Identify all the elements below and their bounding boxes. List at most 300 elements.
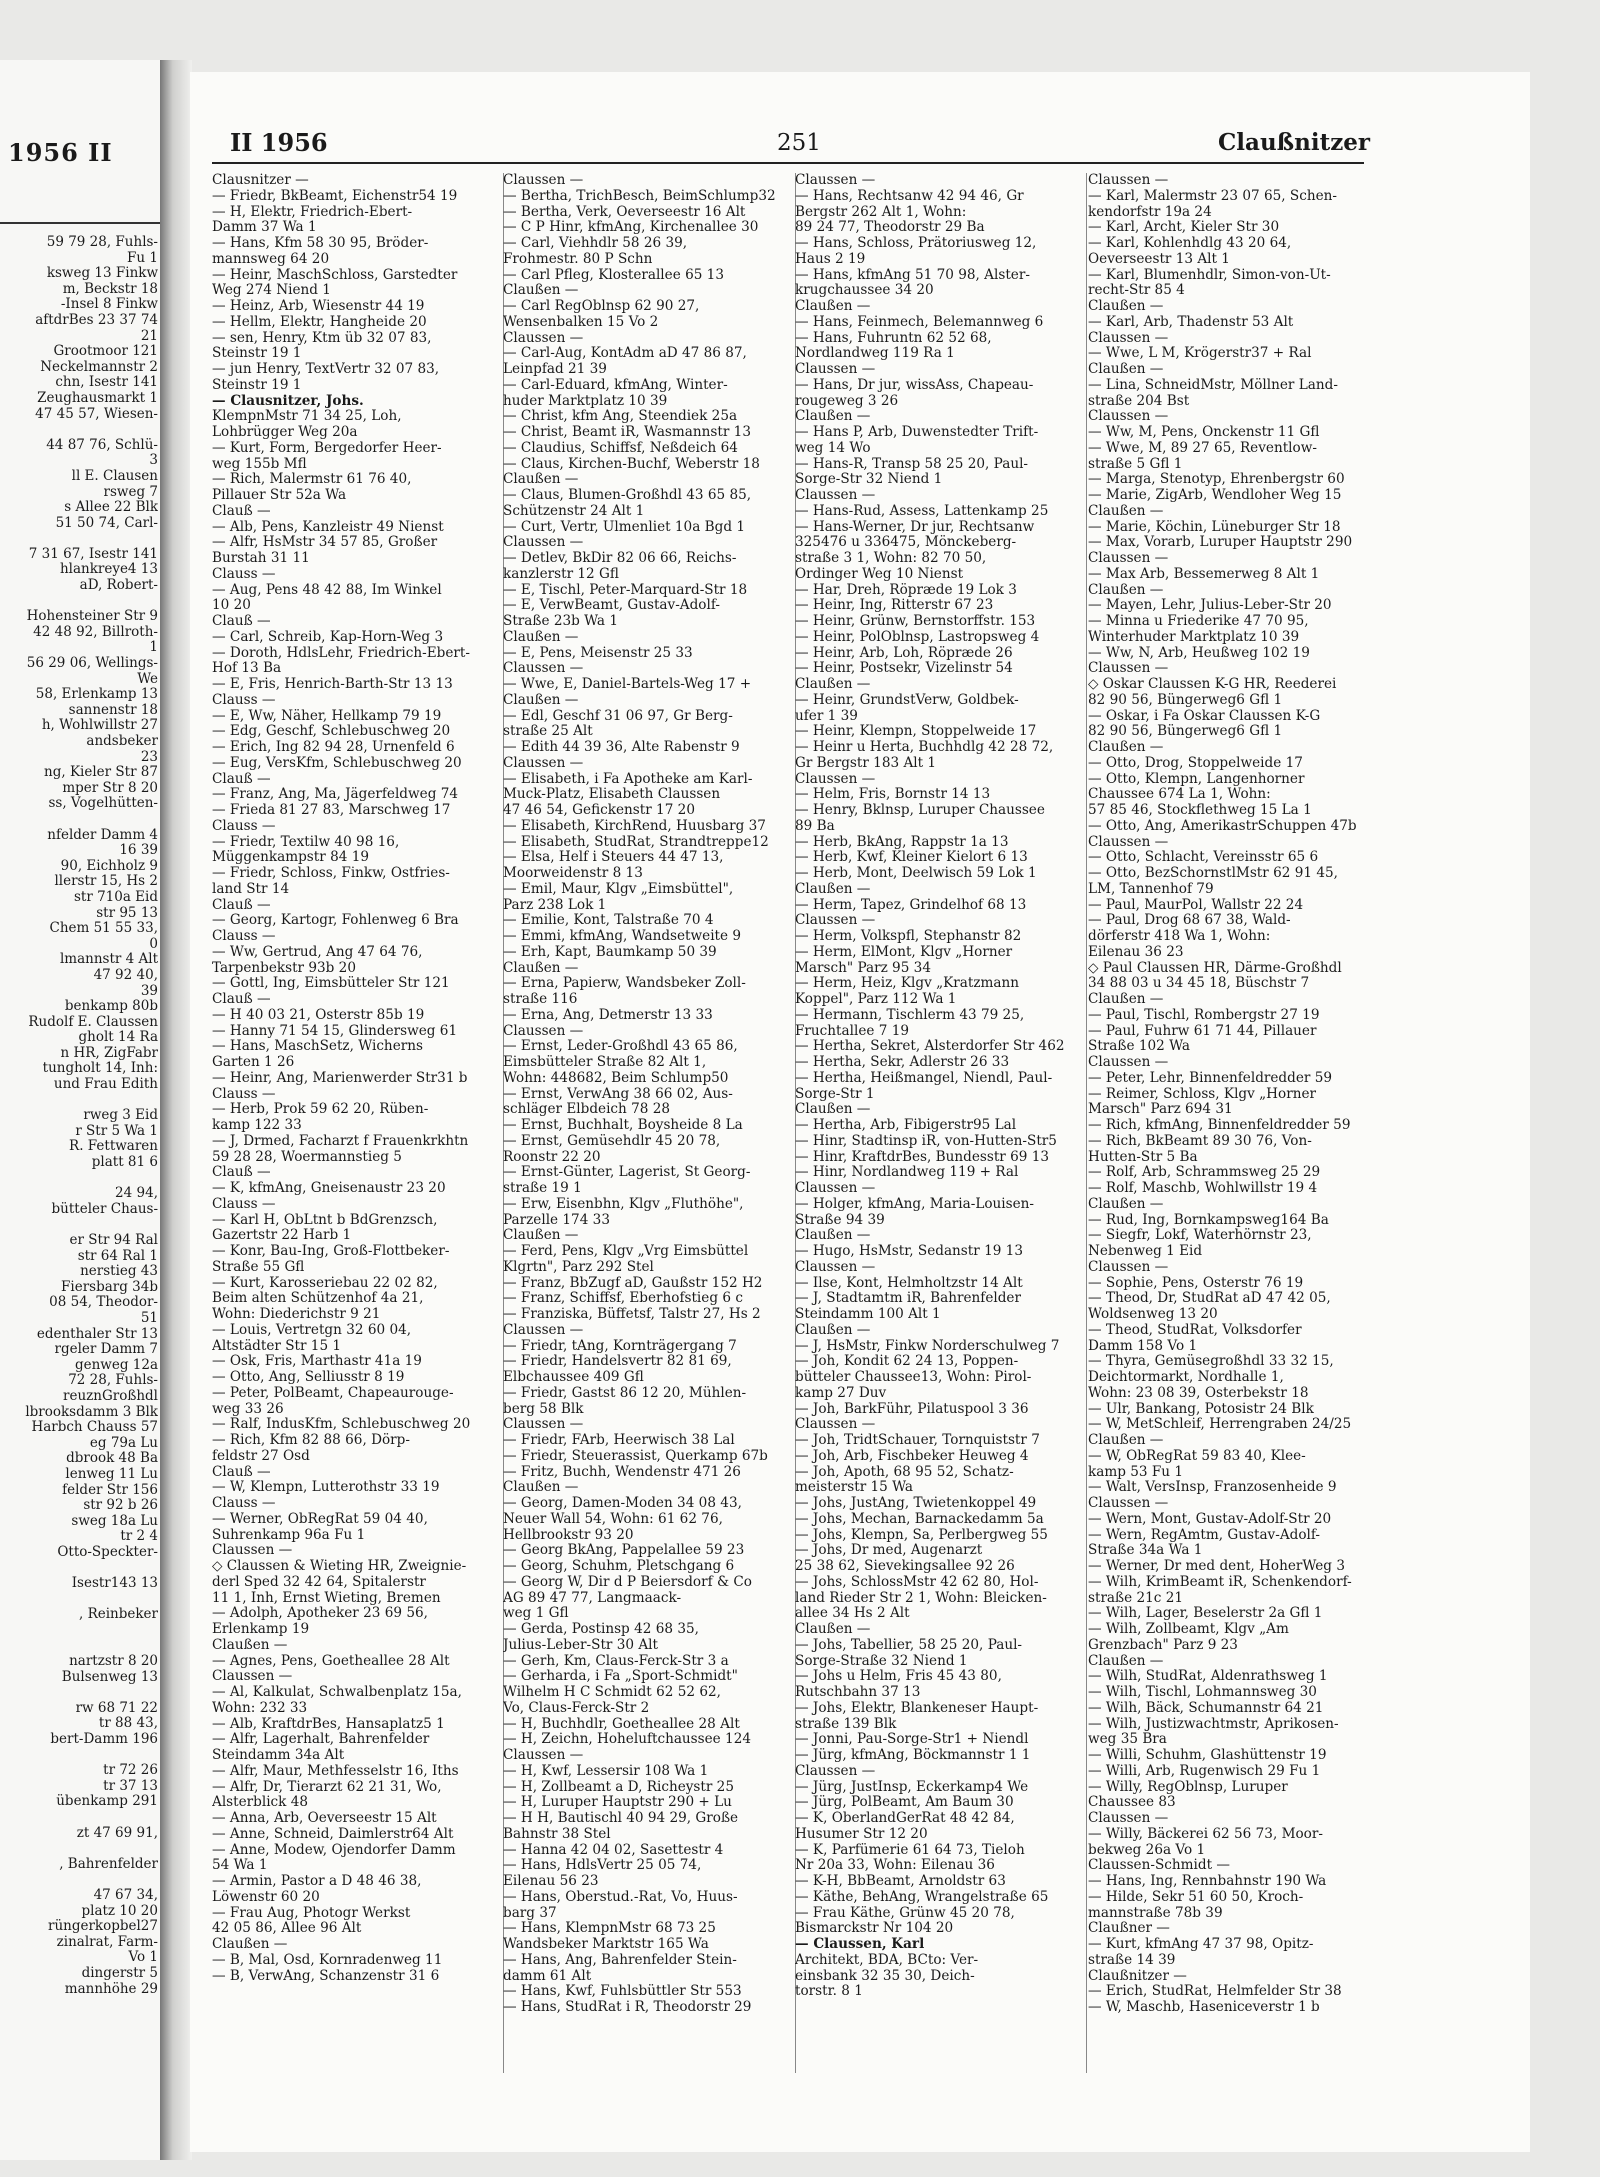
directory-entry-line: — Holger, kfmAng, Maria-Louisen- bbox=[795, 1196, 1035, 1212]
directory-entry-line: Hutten-Str 5 Ba bbox=[1088, 1149, 1198, 1165]
directory-entry-line: — J, Drmed, Facharzt f Frauenkrkhtn bbox=[212, 1133, 469, 1149]
directory-entry-line: — Claussen, Karl bbox=[795, 1937, 925, 1952]
directory-entry-line: Muck-Platz, Elisabeth Claussen bbox=[503, 787, 721, 803]
directory-entry-line: — Otto, Schlacht, Vereinsstr 65 6 bbox=[1088, 850, 1319, 866]
directory-entry-line: Clauß — bbox=[212, 1464, 271, 1480]
directory-entry-line: Wohn: Diederichstr 9 21 bbox=[212, 1307, 381, 1322]
directory-entry-line: Claussen — bbox=[503, 1417, 584, 1433]
directory-entry-line: 57 85 46, Stockflethweg 15 La 1 bbox=[1088, 803, 1312, 818]
directory-entry-line: — Karl, Kohlenhdlg 43 20 64, bbox=[1088, 236, 1292, 251]
left-page-line: dbrook 48 Ba bbox=[66, 1451, 158, 1467]
directory-entry-line: — Wwe, L M, Krögerstr37 + Ral bbox=[1088, 346, 1312, 362]
directory-entry-line: — Herm, ElMont, Klgv „Horner bbox=[795, 944, 1013, 960]
directory-entry-line: Clauß — bbox=[212, 1165, 271, 1181]
header-rule bbox=[212, 162, 1364, 164]
directory-entry-line: Claussen — bbox=[1088, 1055, 1169, 1070]
directory-entry-line: Sorge-Str 1 bbox=[795, 1086, 875, 1102]
directory-entry-line: — Clausnitzer, Johs. bbox=[212, 393, 364, 409]
left-page-line: str 95 13 bbox=[96, 905, 158, 921]
left-page-line bbox=[0, 1093, 158, 1109]
directory-entry-line: Wensenbalken 15 Vo 2 bbox=[503, 314, 659, 330]
left-page-line: übenkamp 291 bbox=[56, 1794, 158, 1810]
directory-entry-line: Claußen — bbox=[503, 472, 579, 488]
directory-entry-line: — Adolph, Apotheker 23 69 56, bbox=[212, 1606, 428, 1622]
left-page-line: edenthaler Str 13 bbox=[36, 1326, 158, 1342]
directory-entry-line: Claussen-Schmidt — bbox=[1088, 1858, 1230, 1874]
directory-entry-line: — Werner, ObRegRat 59 04 40, bbox=[212, 1511, 428, 1527]
left-page-line: rüngerkopbel27 bbox=[47, 1919, 158, 1935]
directory-entry-line: — Willi, Arb, Rugenwisch 29 Fu 1 bbox=[1088, 1763, 1321, 1779]
directory-entry-line: Claußen — bbox=[1088, 740, 1164, 755]
directory-entry-line: — Detlev, BkDir 82 06 66, Reichs- bbox=[503, 551, 737, 566]
directory-entry-line: 11 1, Inh, Ernst Wieting, Bremen bbox=[212, 1590, 441, 1606]
directory-entry-line: Claussen — bbox=[1088, 661, 1169, 677]
directory-entry-line: — Elisabeth, KirchRend, Huusbarg 37 bbox=[503, 818, 766, 834]
left-page-line bbox=[0, 1638, 158, 1654]
left-page-line: h, Wohlwillstr 27 bbox=[41, 718, 158, 734]
directory-entry-line: — Erw, Eisenbhn, Klgv „Fluthöhe", bbox=[503, 1196, 744, 1212]
left-page-line: ksweg 13 Finkw bbox=[46, 266, 158, 282]
left-page-line: 47 92 40, bbox=[93, 967, 158, 983]
directory-entry-line: land Str 14 bbox=[212, 881, 290, 897]
directory-entry-line: weg 155b Mfl bbox=[212, 456, 307, 472]
directory-entry-line: Claußen — bbox=[1088, 1433, 1164, 1448]
left-page-line: benkamp 80b bbox=[64, 999, 158, 1015]
directory-entry-line: — Hans-Werner, Dr jur, Rechtsanw bbox=[795, 519, 1035, 535]
directory-entry-line: — Johs, Elektr, Blankeneser Haupt- bbox=[795, 1700, 1039, 1716]
directory-entry-line: — Friedr, FArb, Heerwisch 38 Lal bbox=[503, 1433, 735, 1448]
directory-entry-line: — Marie, Köchin, Lüneburger Str 18 bbox=[1088, 519, 1341, 535]
left-page-line: 44 87 76, Schlü- bbox=[46, 437, 158, 453]
directory-entry-line: — Hilde, Sekr 51 60 50, Kroch- bbox=[1088, 1889, 1304, 1905]
directory-entry-line: Altstädter Str 15 1 bbox=[212, 1338, 342, 1354]
directory-entry-line: Claussen — bbox=[795, 362, 876, 377]
directory-entry-line: — Theod, StudRat, Volksdorfer bbox=[1088, 1322, 1302, 1338]
left-page-line: ng, Kieler Str 87 bbox=[44, 765, 158, 781]
directory-entry-line: — W, Maschb, Haseniceverstr 1 b bbox=[1088, 2000, 1320, 2015]
directory-entry-line: — Hans, HdlsVertr 25 05 74, bbox=[503, 1858, 702, 1874]
directory-entry-line: — Ilse, Kont, Helmholtzstr 14 Alt bbox=[795, 1275, 1023, 1291]
directory-entry-line: — Wilh, StudRat, Aldenrathsweg 1 bbox=[1088, 1669, 1328, 1685]
directory-entry-line: — E, VerwBeamt, Gustav-Adolf- bbox=[503, 598, 720, 614]
directory-entry-line: Lohbrügger Weg 20a bbox=[212, 425, 358, 440]
left-page-line bbox=[0, 1592, 158, 1608]
directory-entry-line: — Doroth, HdlsLehr, Friedrich-Ebert- bbox=[212, 645, 470, 661]
directory-entry-line: bütteler Chaussee13, Wohn: Pirol- bbox=[795, 1370, 1032, 1385]
directory-entry-line: — Friedr, Gastst 86 12 20, Mühlen- bbox=[503, 1385, 747, 1401]
directory-entry-line: Claussen — bbox=[1088, 409, 1169, 425]
directory-entry-line: — Alb, Pens, Kanzleistr 49 Nienst bbox=[212, 519, 444, 535]
left-page-line: rgeler Damm 7 bbox=[54, 1342, 158, 1358]
directory-entry-line: — Peter, Lehr, Binnenfeldredder 59 bbox=[1088, 1070, 1333, 1086]
directory-entry-line: — Jürg, kfmAng, Böckmannstr 1 1 bbox=[795, 1748, 1031, 1763]
directory-entry-line: Sorge-Str 32 Niend 1 bbox=[795, 472, 943, 488]
left-page-line bbox=[0, 1872, 158, 1888]
directory-entry-line: — Walt, VersInsp, Franzosenheide 9 bbox=[1088, 1480, 1337, 1496]
left-page-line: str 64 Ral 1 bbox=[77, 1248, 158, 1264]
directory-entry-line: straße 19 1 bbox=[503, 1181, 582, 1196]
directory-column-4 bbox=[1088, 173, 1376, 2016]
left-page-line: Otto-Speckter- bbox=[57, 1544, 158, 1560]
left-page-line: 42 48 92, Billroth- bbox=[33, 624, 158, 640]
directory-entry-line: Claussen — bbox=[795, 913, 876, 929]
left-page-line: 56 29 06, Wellings- bbox=[26, 656, 158, 672]
directory-entry-line: — Helm, Fris, Bornstr 14 13 bbox=[795, 787, 991, 803]
directory-entry-line: — Johs, Tabellier, 58 25 20, Paul- bbox=[795, 1637, 1023, 1653]
left-page-line: , Reinbeker bbox=[78, 1607, 158, 1623]
directory-entry-line: Beim alten Schützenhof 4a 21, bbox=[212, 1291, 424, 1307]
directory-entry-line: — Carl-Eduard, kfmAng, Winter- bbox=[503, 377, 728, 393]
directory-entry-line: Clauss — bbox=[212, 1496, 276, 1511]
directory-entry-line: — Hans, KlempnMstr 68 73 25 bbox=[503, 1921, 716, 1937]
directory-entry-line: — Herb, Mont, Deelwisch 59 Lok 1 bbox=[795, 866, 1037, 881]
directory-entry-line: — Alfr, Lagerhalt, Bahrenfelder bbox=[212, 1732, 430, 1748]
directory-entry-line: — Louis, Vertretgn 32 60 04, bbox=[212, 1322, 412, 1338]
directory-entry-line: Steinstr 19 1 bbox=[212, 346, 302, 362]
directory-entry-line: straße 204 Bst bbox=[1088, 393, 1190, 409]
directory-entry-line: damm 61 Alt bbox=[503, 1968, 592, 1984]
directory-entry-line: — Otto, BezSchornstlMstr 62 91 45, bbox=[1088, 866, 1338, 881]
directory-entry-line: — Heinr, Ing, Ritterstr 67 23 bbox=[795, 598, 994, 614]
directory-entry-line: — sen, Henry, Ktm üb 32 07 83, bbox=[212, 330, 432, 346]
left-page-line: s Allee 22 Blk bbox=[64, 500, 158, 516]
directory-entry-line: Bahnstr 38 Stel bbox=[503, 1826, 611, 1842]
directory-entry-line: — Konr, Bau-Ing, Groß-Flottbeker- bbox=[212, 1244, 450, 1259]
directory-entry-line: — Minna u Friederike 47 70 95, bbox=[1088, 614, 1309, 629]
directory-entry-line: straße 14 39 bbox=[1088, 1952, 1176, 1968]
left-page-header: 1956 II bbox=[8, 138, 113, 167]
directory-entry-line: kamp 27 Duv bbox=[795, 1385, 887, 1401]
directory-entry-line: 10 20 bbox=[212, 598, 251, 614]
directory-entry-line: — Christ, Beamt iR, Wasmannstr 13 bbox=[503, 425, 751, 440]
directory-entry-line: — Oskar, i Fa Oskar Claussen K-G bbox=[1088, 708, 1321, 724]
left-page-line: er Str 94 Ral bbox=[69, 1233, 158, 1248]
directory-entry-line: Straße 55 Gfl bbox=[212, 1259, 305, 1275]
directory-entry-line: 42 05 86, Allee 96 Alt bbox=[212, 1921, 362, 1937]
left-page-line: n HR, ZigFabr bbox=[60, 1045, 158, 1061]
directory-column-2 bbox=[503, 173, 791, 2016]
directory-entry-line: Damm 37 Wa 1 bbox=[212, 220, 317, 236]
left-page-line: nerstieg 43 bbox=[80, 1264, 158, 1280]
directory-entry-line: — E, Tischl, Peter-Marquard-Str 18 bbox=[503, 582, 748, 598]
directory-entry-line: schläger Elbdeich 78 28 bbox=[503, 1102, 671, 1118]
directory-entry-line: Claußen — bbox=[212, 1937, 288, 1952]
directory-entry-line: Claußen — bbox=[795, 1102, 871, 1118]
left-page-line: 3 bbox=[149, 453, 158, 469]
left-page-line bbox=[0, 1217, 158, 1233]
directory-entry-line: Clausnitzer — bbox=[212, 173, 309, 188]
directory-entry-line: — Wilh, Lager, Beselerstr 2a Gfl 1 bbox=[1088, 1606, 1323, 1622]
directory-entry-line: — Hans, Kwf, Fuhlsbüttler Str 553 bbox=[503, 1984, 742, 2000]
directory-entry-line: — Franz, Schiffsf, Eberhofstieg 6 c bbox=[503, 1291, 743, 1307]
left-page-line: We bbox=[137, 671, 158, 687]
directory-entry-line: — Claus, Kirchen-Buchf, Weberstr 18 bbox=[503, 456, 760, 472]
directory-entry-line: kanzlerstr 12 Gfl bbox=[503, 566, 619, 582]
directory-entry-line: Clauß — bbox=[212, 503, 271, 519]
directory-entry-line: Clauss — bbox=[212, 566, 276, 582]
directory-entry-line: — Frau Aug, Photogr Werkst bbox=[212, 1905, 411, 1921]
directory-entry-line: Chaussee 83 bbox=[1088, 1795, 1176, 1811]
directory-entry-line: — Christ, kfm Ang, Steendiek 25a bbox=[503, 409, 738, 425]
directory-entry-line: Claußen — bbox=[503, 1480, 579, 1496]
directory-entry-line: — Gerh, Km, Claus-Ferck-Str 3 a bbox=[503, 1653, 729, 1669]
left-page-line: 58, Erlenkamp 13 bbox=[35, 687, 158, 703]
directory-entry-line: — Erich, StudRat, Helmfelder Str 38 bbox=[1088, 1984, 1342, 2000]
directory-entry-line: Claußner — bbox=[1088, 1921, 1170, 1937]
left-page-line: 59 79 28, Fuhls- bbox=[46, 235, 158, 250]
directory-entry-line: — Werner, Dr med dent, HoherWeg 3 bbox=[1088, 1559, 1345, 1574]
directory-entry-line: — Hans-Rud, Assess, Lattenkamp 25 bbox=[795, 503, 1049, 519]
directory-entry-line: LM, Tannenhof 79 bbox=[1088, 881, 1214, 897]
directory-entry-line: Claußen — bbox=[1088, 582, 1164, 598]
directory-entry-line: rougeweg 3 26 bbox=[795, 393, 899, 409]
directory-entry-line: Weg 274 Niend 1 bbox=[212, 283, 331, 299]
directory-entry-line: — Heinr, PolOblnsp, Lastropsweg 4 bbox=[795, 629, 1040, 645]
directory-entry-line: — Joh, Apoth, 68 95 52, Schatz- bbox=[795, 1464, 1014, 1480]
directory-entry-line: — Heinr, Klempn, Stoppelweide 17 bbox=[795, 724, 1037, 740]
directory-entry-line: — Rud, Ing, Bornkampsweg164 Ba bbox=[1088, 1212, 1329, 1228]
directory-entry-line: — Wwe, M, 89 27 65, Reventlow- bbox=[1088, 440, 1317, 456]
directory-entry-line: — Johs, Klempn, Sa, Perlbergweg 55 bbox=[795, 1527, 1048, 1543]
directory-entry-line: — Herm, Heiz, Klgv „Kratzmann bbox=[795, 976, 1020, 992]
directory-entry-line: — Friedr, Steuerassist, Querkamp 67b bbox=[503, 1448, 768, 1464]
directory-entry-line: 325476 u 336475, Mönckeberg- bbox=[795, 535, 1017, 551]
left-page-line: llerstr 15, Hs 2 bbox=[54, 874, 158, 890]
directory-entry-line: — K, OberlandGerRat 48 42 84, bbox=[795, 1811, 1015, 1826]
directory-entry-line: — Hanny 71 54 15, Glindersweg 61 bbox=[212, 1023, 458, 1039]
directory-entry-line: Clauss — bbox=[212, 929, 276, 944]
directory-entry-line: — W, ObRegRat 59 83 40, Klee- bbox=[1088, 1448, 1306, 1464]
directory-entry-line: Roonstr 22 20 bbox=[503, 1149, 601, 1165]
directory-entry-line: Gazertstr 22 Harb 1 bbox=[212, 1228, 352, 1244]
directory-entry-line: — Elsa, Helf i Steuers 44 47 13, bbox=[503, 850, 724, 866]
page-number: 251 bbox=[777, 130, 821, 156]
left-page-line: rweg 3 Eid bbox=[83, 1108, 158, 1124]
directory-entry-line: — Hinr, KraftdrBes, Bundesstr 69 13 bbox=[795, 1149, 1050, 1165]
directory-entry-line: — Ralf, IndusKfm, Schlebuschweg 20 bbox=[212, 1417, 471, 1433]
directory-entry-line: — Georg, Kartogr, Fohlenweg 6 Bra bbox=[212, 913, 459, 929]
directory-entry-line: — Carl Pfleg, Klosterallee 65 13 bbox=[503, 267, 724, 283]
directory-entry-line: — Alfr, Maur, Methfesselstr 16, Iths bbox=[212, 1763, 459, 1779]
directory-entry-line: Claussen — bbox=[503, 535, 584, 551]
directory-entry-line: Fruchtallee 7 19 bbox=[795, 1023, 909, 1039]
directory-entry-line: — Hertha, Heißmangel, Niendl, Paul- bbox=[795, 1070, 1053, 1086]
directory-entry-line: — Hans, Rechtsanw 42 94 46, Gr bbox=[795, 188, 1024, 204]
left-page-line bbox=[0, 1841, 158, 1857]
directory-entry-line: barg 37 bbox=[503, 1905, 557, 1921]
directory-entry-line: — H, Buchhdlr, Goetheallee 28 Alt bbox=[503, 1716, 740, 1732]
directory-entry-line: Marsch" Parz 694 31 bbox=[1088, 1102, 1233, 1118]
directory-entry-line: 47 46 54, Gefickenstr 17 20 bbox=[503, 803, 695, 818]
directory-entry-line: Wandsbeker Marktstr 165 Wa bbox=[503, 1937, 709, 1952]
directory-entry-line: — Karl H, ObLtnt b BdGrenzsch, bbox=[212, 1212, 438, 1228]
left-page bbox=[0, 60, 162, 2160]
left-page-line: 1 bbox=[149, 640, 158, 656]
directory-entry-line: — Armin, Pastor a D 48 46 38, bbox=[212, 1874, 422, 1889]
left-page-line: und Frau Edith bbox=[53, 1077, 158, 1093]
directory-entry-line: — Theod, Dr, StudRat aD 47 42 05, bbox=[1088, 1291, 1331, 1307]
directory-entry-line: Nebenweg 1 Eid bbox=[1088, 1244, 1203, 1259]
directory-entry-line: — Anne, Modew, Ojendorfer Damm bbox=[212, 1842, 456, 1858]
directory-entry-line: bekweg 26a Vo 1 bbox=[1088, 1842, 1206, 1858]
left-page-line: chn, Isestr 141 bbox=[55, 375, 158, 391]
directory-entry-line: — Friedr, Schloss, Finkw, Ostfries- bbox=[212, 866, 450, 881]
directory-entry-line: Nordlandweg 119 Ra 1 bbox=[795, 346, 955, 362]
directory-entry-line: — J, HsMstr, Finkw Norderschulweg 7 bbox=[795, 1338, 1060, 1354]
directory-entry-line: — Claus, Blumen-Großhdl 43 65 85, bbox=[503, 488, 752, 503]
directory-entry-line: Oeverseestr 13 Alt 1 bbox=[1088, 251, 1230, 267]
directory-entry-line: — Rich, kfmAng, Binnenfeldredder 59 bbox=[1088, 1118, 1351, 1133]
directory-entry-line: recht-Str 85 4 bbox=[1088, 283, 1185, 299]
directory-entry-line: — Lina, SchneidMstr, Möllner Land- bbox=[1088, 377, 1338, 393]
left-page-line: platt 81 6 bbox=[91, 1155, 158, 1171]
directory-entry-line: Bismarckstr Nr 104 20 bbox=[795, 1921, 954, 1937]
directory-entry-line: straße 25 Alt bbox=[503, 724, 593, 740]
directory-entry-line: — Hertha, Sekr, Adlerstr 26 33 bbox=[795, 1055, 1010, 1070]
directory-entry-line: Clauss — bbox=[212, 1086, 276, 1102]
directory-entry-line: — Heinr u Herta, Buchhdlg 42 28 72, bbox=[795, 740, 1054, 755]
directory-entry-line: Claußen — bbox=[1088, 1653, 1164, 1669]
directory-entry-line: Hof 13 Ba bbox=[212, 661, 282, 677]
directory-entry-line: — Wilh, KrimBeamt iR, Schenkendorf- bbox=[1088, 1574, 1352, 1590]
directory-entry-line: dörferstr 418 Wa 1, Wohn: bbox=[1088, 929, 1271, 944]
directory-entry-line: — Wilh, Tischl, Lohmannsweg 30 bbox=[1088, 1685, 1317, 1700]
left-page-line bbox=[0, 1748, 158, 1764]
directory-entry-line: — Karl, Malermstr 23 07 65, Schen- bbox=[1088, 188, 1337, 204]
left-page-line: Bulsenweg 13 bbox=[61, 1669, 158, 1685]
directory-entry-line: Bergstr 262 Alt 1, Wohn: bbox=[795, 204, 967, 220]
left-page-line: 51 50 74, Carl- bbox=[55, 515, 158, 531]
left-page-line: lenweg 11 Lu bbox=[65, 1466, 158, 1482]
directory-entry-line: — Hans, StudRat i R, Theodorstr 29 bbox=[503, 2000, 752, 2015]
directory-entry-line: ◇ Paul Claussen HR, Därme-Großhdl bbox=[1088, 960, 1342, 976]
directory-entry-line: — Jürg, PolBeamt, Am Baum 30 bbox=[795, 1795, 1014, 1811]
directory-entry-line: — Elisabeth, i Fa Apotheke am Karl- bbox=[503, 771, 753, 787]
directory-entry-line: ufer 1 39 bbox=[795, 708, 858, 724]
directory-entry-line: — Alfr, HsMstr 34 57 85, Großer bbox=[212, 535, 438, 551]
directory-entry-line: — Paul, Fuhrw 61 71 44, Pillauer bbox=[1088, 1023, 1317, 1039]
directory-entry-line: — jun Henry, TextVertr 32 07 83, bbox=[212, 362, 440, 377]
directory-entry-line: Claussen — bbox=[795, 1763, 876, 1779]
directory-entry-line: — Max, Vorarb, Luruper Hauptstr 290 bbox=[1088, 535, 1353, 551]
left-page-line: 90, Eichholz 9 bbox=[60, 858, 158, 874]
directory-entry-line: — Carl, Schreib, Kap-Horn-Weg 3 bbox=[212, 629, 444, 645]
directory-entry-line: Clauss — bbox=[212, 1196, 276, 1212]
directory-entry-line: — Friedr, tAng, Kornträgergang 7 bbox=[503, 1338, 737, 1354]
directory-entry-line: straße 116 bbox=[503, 992, 578, 1007]
directory-entry-line: — Wilh, Bäck, Schumannstr 64 21 bbox=[1088, 1700, 1324, 1716]
directory-entry-line: Claussen — bbox=[1088, 1811, 1169, 1826]
directory-entry-line: — Ulr, Bankang, Potosistr 24 Blk bbox=[1088, 1401, 1314, 1417]
directory-entry-line: — Hugo, HsMstr, Sedanstr 19 13 bbox=[795, 1244, 1023, 1259]
directory-entry-line: — Wern, Mont, Gustav-Adolf-Str 20 bbox=[1088, 1511, 1332, 1527]
directory-entry-line: — Otto, Ang, AmerikastrSchuppen 47b bbox=[1088, 818, 1357, 834]
directory-entry-line: Claußen — bbox=[503, 960, 579, 976]
directory-entry-line: kendorfstr 19a 24 bbox=[1088, 204, 1212, 220]
directory-entry-line: Claussen — bbox=[795, 1259, 876, 1275]
directory-entry-line: — Friedr, BkBeamt, Eichenstr54 19 bbox=[212, 188, 458, 204]
directory-entry-line: kamp 53 Fu 1 bbox=[1088, 1464, 1184, 1480]
directory-entry-line: — Herm, Tapez, Grindelhof 68 13 bbox=[795, 897, 1027, 913]
directory-entry-line: — Hans, Feinmech, Belemannweg 6 bbox=[795, 314, 1044, 330]
left-page-line bbox=[0, 1623, 158, 1639]
directory-entry-line: — Edl, Geschf 31 06 97, Gr Berg- bbox=[503, 708, 733, 724]
directory-entry-line: — H, Kwf, Lessersir 108 Wa 1 bbox=[503, 1763, 709, 1779]
directory-entry-line: Claussen — bbox=[503, 755, 584, 771]
left-page-line: Chem 51 55 33, bbox=[49, 921, 158, 937]
left-page-line: Neckelmannstr 2 bbox=[40, 359, 158, 375]
left-page-line bbox=[0, 1560, 158, 1576]
left-page-line: tr 72 26 bbox=[103, 1763, 158, 1779]
left-page-line: 51 bbox=[140, 1310, 158, 1326]
left-page-line: 47 67 34, bbox=[93, 1887, 158, 1903]
directory-entry-line: — Hans, Fuhruntn 62 52 68, bbox=[795, 330, 992, 346]
directory-entry-line: Claussen — bbox=[795, 771, 876, 787]
directory-entry-line: — Hanna 42 04 02, Sasettestr 4 bbox=[503, 1842, 724, 1858]
directory-entry-line: — B, VerwAng, Schanzenstr 31 6 bbox=[212, 1968, 440, 1984]
directory-entry-line: — Hans, Schloss, Prätoriusweg 12, bbox=[795, 236, 1037, 251]
directory-entry-line: Claußen — bbox=[795, 409, 871, 425]
directory-entry-line: Claussen — bbox=[1088, 834, 1169, 850]
directory-entry-line: — Kurt, Karosseriebau 22 02 82, bbox=[212, 1275, 438, 1291]
directory-entry-line: — Hertha, Arb, Fibigerstr95 Lal bbox=[795, 1118, 1017, 1133]
directory-entry-line: — Heinr, Grünw, Bernstorffstr. 153 bbox=[795, 614, 1036, 629]
left-page-line: tr 2 4 bbox=[120, 1529, 158, 1545]
directory-entry-line: — Ww, Gertrud, Ang 47 64 76, bbox=[212, 944, 423, 960]
directory-entry-line: — Wwe, E, Daniel-Bartels-Weg 17 + bbox=[503, 677, 752, 692]
left-page-line: Grootmoor 121 bbox=[53, 344, 158, 360]
left-page-line: sannenstr 18 bbox=[68, 702, 158, 718]
directory-entry-line: Müggenkampstr 84 19 bbox=[212, 850, 369, 866]
directory-entry-line: Burstah 31 11 bbox=[212, 551, 310, 566]
directory-entry-line: Claußen — bbox=[503, 1228, 579, 1244]
directory-entry-line: — Wilh, Zollbeamt, Klgv „Am bbox=[1088, 1622, 1289, 1637]
left-page-line bbox=[0, 422, 158, 438]
directory-entry-line: — Otto, Klempn, Langenhorner bbox=[1088, 771, 1305, 787]
directory-entry-line: — Alb, KraftdrBes, Hansaplatz5 1 bbox=[212, 1716, 445, 1732]
directory-entry-line: Eilenau 56 23 bbox=[503, 1874, 599, 1889]
directory-entry-line: Wohn: 23 08 39, Osterbekstr 18 bbox=[1088, 1385, 1309, 1401]
directory-entry-line: Elbchaussee 409 Gfl bbox=[503, 1370, 644, 1385]
directory-entry-line: — Marie, ZigArb, Wendloher Weg 15 bbox=[1088, 488, 1342, 503]
directory-entry-line: Claussen — bbox=[795, 173, 876, 188]
directory-entry-line: — W, MetSchleif, Herrengraben 24/25 bbox=[1088, 1417, 1352, 1433]
left-page-line: str 710a Eid bbox=[73, 889, 158, 905]
directory-entry-line: — Herb, Prok 59 62 20, Rüben- bbox=[212, 1102, 429, 1118]
directory-entry-line: Clauß — bbox=[212, 897, 271, 913]
directory-entry-line: allee 34 Hs 2 Alt bbox=[795, 1606, 910, 1622]
directory-entry-line: Claussen — bbox=[795, 1417, 876, 1433]
directory-entry-line: — Erh, Kapt, Baumkamp 50 39 bbox=[503, 944, 717, 960]
directory-entry-line: — Heinr, GrundstVerw, Goldbek- bbox=[795, 692, 1019, 708]
directory-entry-line: — H 40 03 21, Osterstr 85b 19 bbox=[212, 1007, 425, 1023]
directory-entry-line: — Gerda, Postinsp 42 68 35, bbox=[503, 1622, 699, 1637]
directory-entry-line: Parzelle 174 33 bbox=[503, 1212, 610, 1228]
directory-entry-line: Clauß — bbox=[212, 614, 271, 629]
directory-entry-line: — Hellm, Elektr, Hangheide 20 bbox=[212, 314, 427, 330]
directory-entry-line: Klgrtn", Parz 292 Stel bbox=[503, 1259, 654, 1275]
directory-entry-line: — Claudius, Schiffsf, Neßdeich 64 bbox=[503, 440, 738, 456]
directory-entry-line: — K, Parfümerie 61 64 73, Tieloh bbox=[795, 1842, 1025, 1858]
directory-entry-line: — Kurt, Form, Bergedorfer Heer- bbox=[212, 440, 442, 456]
directory-entry-line: Claußen — bbox=[795, 677, 871, 692]
directory-entry-line: 82 90 56, Büngerweg6 Gfl 1 bbox=[1088, 724, 1283, 740]
directory-entry-line: — Karl, Blumenhdlr, Simon-von-Ut- bbox=[1088, 267, 1331, 283]
directory-entry-line: huder Marktplatz 10 39 bbox=[503, 393, 668, 409]
directory-entry-line: — Johs, Dr med, Augenarzt bbox=[795, 1543, 983, 1559]
directory-entry-line: — Joh, TridtSchauer, Tornquiststr 7 bbox=[795, 1433, 1040, 1448]
directory-entry-line: Koppel", Parz 112 Wa 1 bbox=[795, 992, 957, 1007]
